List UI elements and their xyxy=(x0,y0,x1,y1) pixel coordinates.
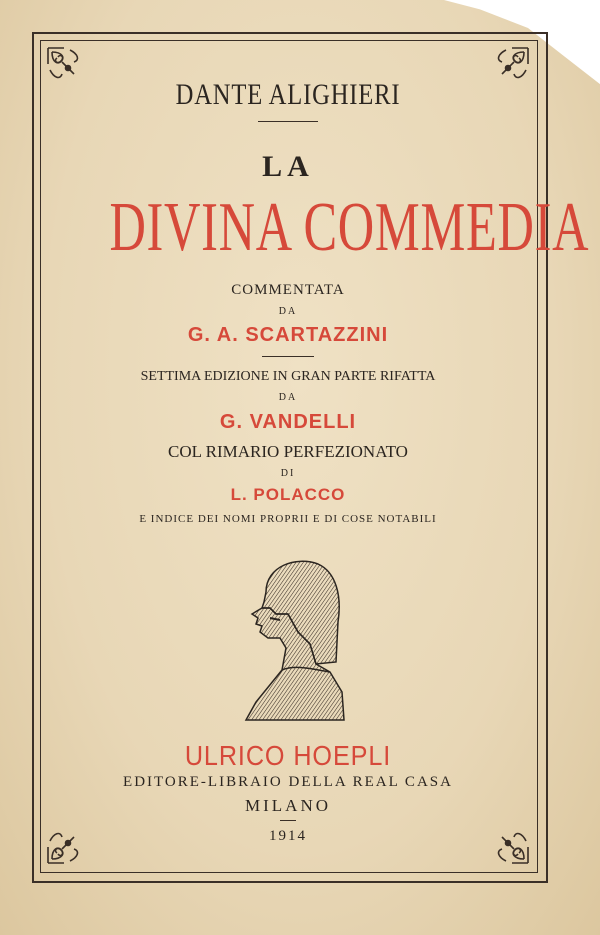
dante-portrait-icon xyxy=(226,552,350,722)
publication-year: 1914 xyxy=(269,828,307,844)
divider-rule xyxy=(258,121,318,122)
rimario-line: COL RIMARIO PERFEZIONATO xyxy=(168,442,408,461)
title-article: LA xyxy=(262,150,314,183)
da-label: DA xyxy=(278,392,298,403)
corner-ornament-icon xyxy=(44,44,90,90)
publication-city: MILANO xyxy=(245,796,331,815)
author-name: DANTE ALIGHIERI xyxy=(175,78,401,111)
publisher-name: ULRICO HOEPLI xyxy=(184,740,392,771)
commentator-name: G. A. SCARTAZZINI xyxy=(187,324,389,346)
da-label: DA xyxy=(278,306,298,317)
di-label: DI xyxy=(280,468,296,479)
divider-rule xyxy=(280,820,296,821)
index-line: E INDICE DEI NOMI PROPRII E DI COSE NOTABILI xyxy=(139,513,437,525)
commentata-label: COMMENTATA xyxy=(231,282,345,298)
book-title: DIVINA COMMEDIA xyxy=(109,189,590,266)
rimario-author-name: L. POLACCO xyxy=(230,485,346,504)
editor-name: G. VANDELLI xyxy=(219,411,357,433)
publisher-role: EDITORE-LIBRAIO DELLA REAL CASA xyxy=(123,774,453,790)
divider-rule xyxy=(262,356,314,357)
edition-line: SETTIMA EDIZIONE IN GRAN PARTE RIFATTA xyxy=(140,369,436,384)
corner-ornament-icon xyxy=(486,44,532,90)
